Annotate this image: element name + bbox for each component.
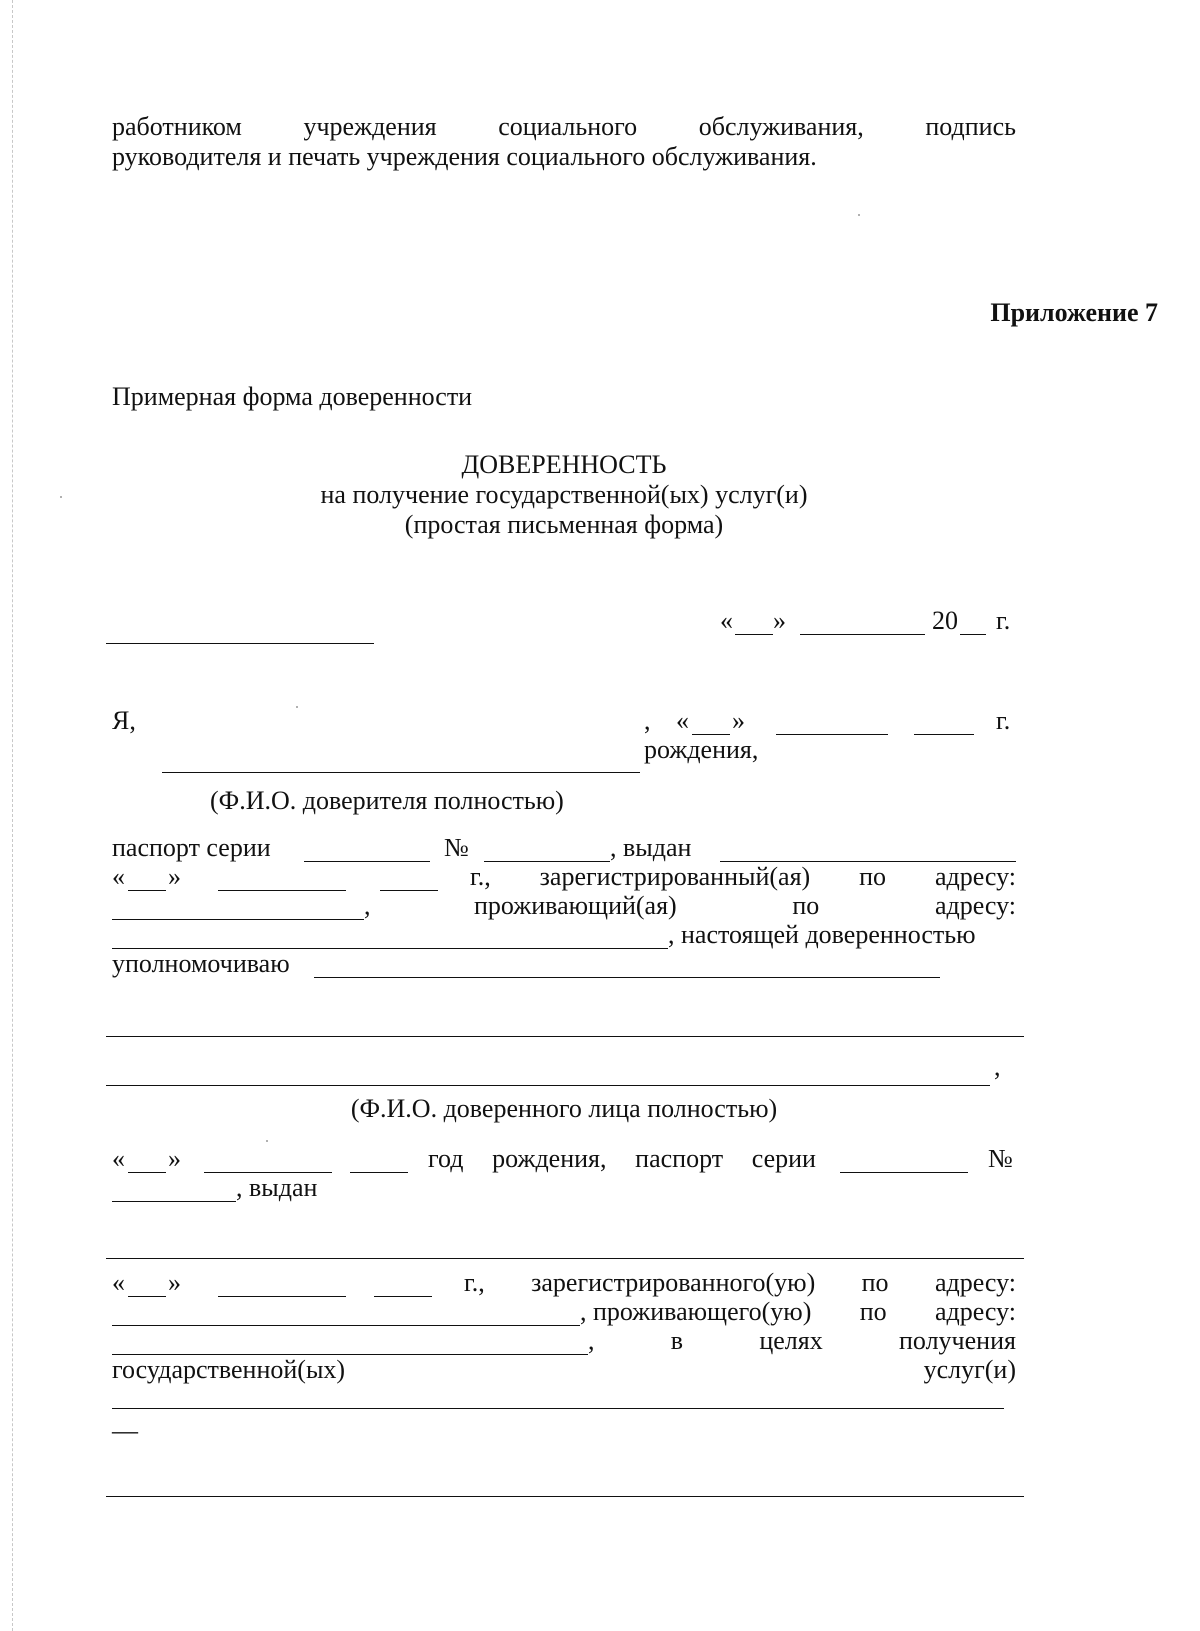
- purpose-row: [588, 1326, 1016, 1356]
- passport-series-label: паспорт серии: [112, 833, 271, 862]
- form-caption: Примерная форма доверенности: [112, 382, 473, 411]
- trustee-living-row: [580, 1297, 1016, 1327]
- trustee-birth-word: год: [428, 1144, 464, 1173]
- trustee-quote-open: «: [112, 1144, 125, 1173]
- intro-line-2: руководителя и печать учреждения социального обслуживания.: [112, 142, 817, 171]
- trustee-quote-close: »: [168, 1144, 181, 1173]
- year-suffix: г.: [996, 606, 1011, 635]
- intro-word: работником: [112, 112, 242, 141]
- trustee-reg-word: адресу:: [934, 1268, 1016, 1297]
- grantor-month-line: [776, 734, 888, 735]
- trustee-name-line-1: [314, 977, 940, 978]
- scan-speck: [858, 214, 860, 216]
- trustee-number-sign: №: [988, 1144, 1013, 1173]
- trustee-reg-word: по: [861, 1268, 889, 1297]
- trustee-birth-word: паспорт: [635, 1144, 724, 1173]
- living-word: адресу:: [934, 891, 1016, 920]
- reg-address-line: [112, 919, 364, 920]
- document-subtitle: на получение государственной(ых) услуг(и): [320, 480, 808, 509]
- date-quote-close: »: [773, 606, 786, 635]
- trustee-caption: (Ф.И.О. доверенного лица полностью): [350, 1094, 778, 1123]
- registered-word: адресу:: [934, 862, 1016, 891]
- scan-speck: [60, 496, 62, 498]
- purpose-word: получения: [899, 1326, 1016, 1355]
- trustee-name-line-3: [106, 1085, 990, 1086]
- reg-quote-close: »: [168, 862, 181, 891]
- registered-word: зарегистрированный(ая): [539, 862, 811, 891]
- trustee-birth-word: серии: [751, 1144, 816, 1173]
- scan-edge: [12, 0, 13, 1631]
- state-word: государственной(ых): [112, 1355, 346, 1384]
- trustee-reg-year-line: [374, 1296, 432, 1297]
- reg-month-line: [218, 890, 346, 891]
- passport-series-line: [304, 861, 430, 862]
- reg-day-line: [128, 890, 166, 891]
- scan-speck: [266, 1140, 268, 1142]
- grantor-g: г.: [996, 706, 1011, 735]
- passport-issued: , выдан: [610, 833, 692, 862]
- year-prefix: 20: [932, 606, 958, 635]
- living-row: [474, 891, 1016, 921]
- trustee-reg-day-line: [128, 1296, 166, 1297]
- intro-word: социального: [498, 112, 638, 141]
- trustee-number-line: [112, 1201, 236, 1202]
- day-line: [735, 634, 773, 635]
- trustee-living-word: , проживающего(ую): [580, 1297, 812, 1326]
- reg-year-line: [380, 890, 438, 891]
- registered-word: по: [859, 862, 887, 891]
- trustee-name-line-2: [106, 1036, 1024, 1037]
- grantor-ya: Я,: [112, 706, 136, 735]
- trustee-name-comma: ,: [994, 1052, 1001, 1081]
- grantor-year-line: [914, 734, 974, 735]
- services-row: [112, 1355, 1016, 1385]
- appendix-label: Приложение 7: [990, 298, 1158, 327]
- services-word: услуг(и): [923, 1355, 1016, 1384]
- trustee-series-line: [840, 1172, 968, 1173]
- trustee-reg-row: [464, 1268, 1016, 1298]
- document-title: ДОВЕРЕННОСТЬ: [461, 450, 667, 479]
- living-word: проживающий(ая): [474, 891, 677, 920]
- trustee-birth-word: рождения,: [492, 1144, 607, 1173]
- date-quote-open: «: [720, 606, 733, 635]
- reg-quote-open: «: [112, 862, 125, 891]
- purpose-word: в: [670, 1326, 684, 1355]
- trustee-living-word: по: [859, 1297, 887, 1326]
- reg-address-comma: ,: [364, 891, 371, 920]
- purpose-word: целях: [759, 1326, 823, 1355]
- document-form-type: (простая письменная форма): [404, 510, 724, 539]
- trustee-issuer-line: [106, 1258, 1024, 1259]
- trustee-birth-row: [428, 1144, 816, 1174]
- registered-row: [470, 862, 1016, 892]
- trustee-reg-address-line: [112, 1325, 580, 1326]
- month-line: [800, 634, 925, 635]
- grantor-caption: (Ф.И.О. доверителя полностью): [210, 786, 564, 815]
- authorize-label: уполномочиваю: [112, 949, 290, 978]
- intro-word: обслуживания,: [698, 112, 864, 141]
- trustee-reg-quote-close: »: [168, 1268, 181, 1297]
- registered-word: г.,: [470, 862, 491, 891]
- trustee-year-line: [350, 1172, 408, 1173]
- trustee-living-word: адресу:: [934, 1297, 1016, 1326]
- this-power: , настоящей доверенностью: [668, 920, 976, 949]
- trustee-issued: , выдан: [236, 1173, 318, 1202]
- trustee-reg-month-line: [218, 1296, 346, 1297]
- intro-word: подпись: [925, 112, 1016, 141]
- trustee-reg-quote-open: «: [112, 1268, 125, 1297]
- grantor-comma: ,: [644, 706, 651, 735]
- services-dash: —: [112, 1416, 138, 1445]
- year-line: [960, 634, 986, 635]
- trustee-reg-word: г.,: [464, 1268, 485, 1297]
- grantor-name-line: [162, 772, 640, 773]
- services-line-2: [106, 1496, 1024, 1497]
- trustee-day-line: [128, 1172, 166, 1173]
- passport-number-sign: №: [444, 833, 469, 862]
- grantor-quote-open: «: [676, 706, 689, 735]
- grantor-birth: рождения,: [644, 735, 759, 764]
- purpose-word: ,: [588, 1326, 595, 1355]
- scan-speck: [296, 706, 298, 708]
- grantor-quote-close: »: [732, 706, 745, 735]
- services-line-1: [112, 1408, 1004, 1409]
- trustee-reg-word: зарегистрированного(ую): [531, 1268, 816, 1297]
- place-line: [106, 643, 374, 644]
- living-word: по: [792, 891, 820, 920]
- intro-line-1: [112, 112, 1016, 142]
- intro-word: учреждения: [303, 112, 437, 141]
